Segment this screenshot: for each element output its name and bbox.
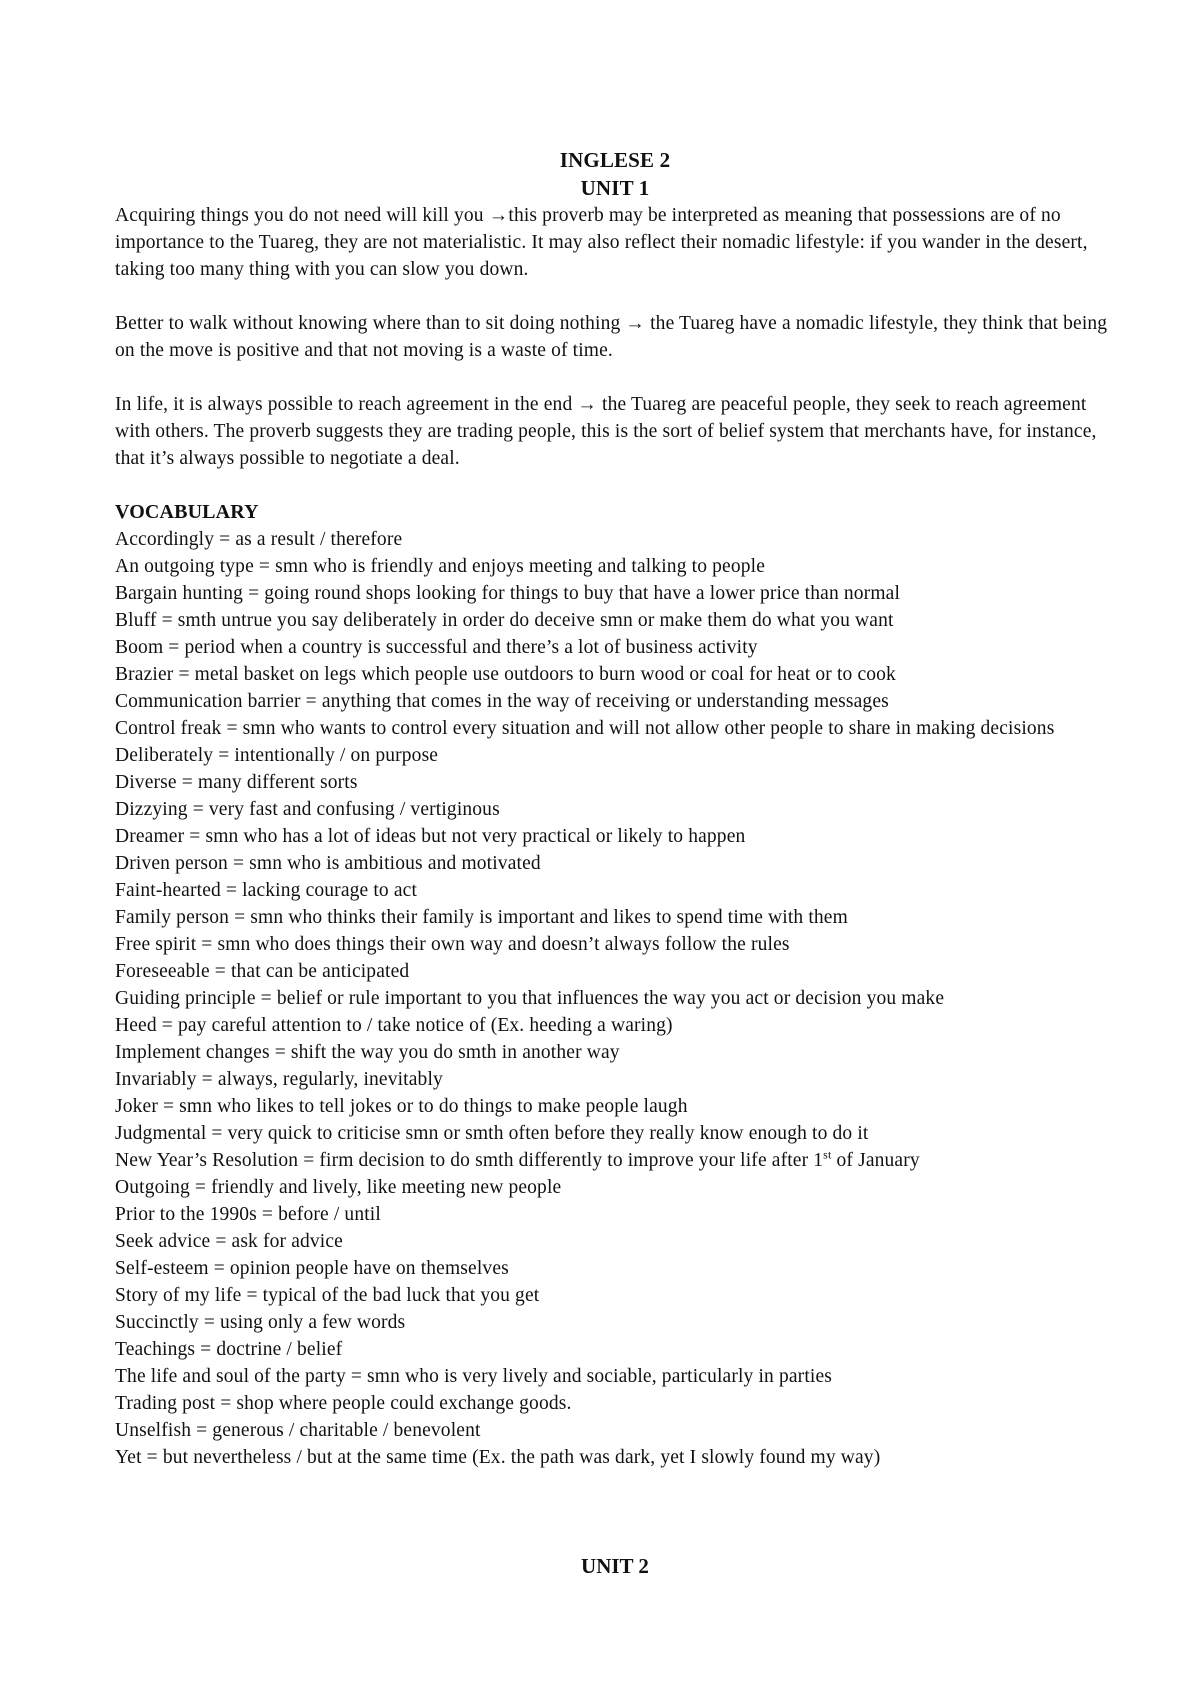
vocabulary-entry: Trading post = shop where people could exchange goods. [115,1393,572,1414]
vocabulary-entry: Free spirit = smn who does things their own way and doesn’t always follow the rules [115,934,790,955]
vocabulary-entry: Foreseeable = that can be anticipated [115,961,410,982]
vocabulary-entry: Communication barrier = anything that comes in the way of receiving or understanding messages [115,691,889,712]
vocabulary-entry: Deliberately = intentionally / on purpose [115,745,439,766]
vocabulary-entry: Driven person = smn who is ambitious and motivated [115,853,541,874]
vocabulary-entry: Story of my life = typical of the bad luck that you get [115,1285,540,1306]
vocabulary-entry: Brazier = metal basket on legs which people use outdoors to burn wood or coal for heat or to cook [115,664,896,685]
unit2-heading: UNIT 2 [581,1554,649,1578]
vocabulary-entry: Dreamer = smn who has a lot of ideas but not very practical or likely to happen [115,826,746,847]
vocabulary-entry: Dizzying = very fast and confusing / vertiginous [115,799,500,820]
vocabulary-heading: VOCABULARY [115,501,259,523]
vocabulary-entry: An outgoing type = smn who is friendly and enjoys meeting and talking to people [115,556,765,577]
vocabulary-entry: Seek advice = ask for advice [115,1231,343,1252]
vocabulary-entry: Boom = period when a country is successful and there’s a lot of business activity [115,637,758,658]
vocabulary-entry: Teachings = doctrine / belief [115,1339,343,1360]
document-title: INGLESE 2 [559,148,671,172]
vocabulary-entry: Faint-hearted = lacking courage to act [115,880,418,901]
vocabulary-entry: Bargain hunting = going round shops looking for things to buy that have a lower price than normal [115,583,901,604]
vocabulary-entry: Judgmental = very quick to criticise smn or smth often before they really know enough to do it [115,1123,869,1144]
proverb-paragraph: Better to walk without knowing where than to sit doing nothing → the Tuareg have a nomadic lifestyle, they think that being on the move is positive and that not moving is a waste of time. [115,313,1108,361]
vocabulary-entry: Succinctly = using only a few words [115,1312,406,1333]
vocabulary-entry: Diverse = many different sorts [115,772,358,793]
vocabulary-list [115,526,1115,1471]
vocabulary-entry: Guiding principle = belief or rule important to you that influences the way you act or decision you make [115,988,945,1009]
vocabulary-entry: Implement changes = shift the way you do smth in another way [115,1042,620,1063]
vocabulary-entry: Accordingly = as a result / therefore [115,529,403,550]
proverb-paragraph: Acquiring things you do not need will kill you →this proverb may be interpreted as meaning that possessions are of no importance to the Tuareg, they are not materialistic. It may also reflect their nomadic lifestyle: if you wander in the desert, taking too many thing with you can slow you down. [115,205,1088,280]
vocabulary-entry: The life and soul of the party = smn who is very lively and sociable, particularly in parties [115,1366,833,1387]
unit1-heading: UNIT 1 [580,176,650,200]
vocabulary-entry: Yet = but nevertheless / but at the same time (Ex. the path was dark, yet I slowly found my way) [115,1447,881,1468]
vocabulary-entry: Unselfish = generous / charitable / benevolent [115,1420,481,1441]
resolution-text: New Year’s Resolution = firm decision to do smth differently to improve your life after 1 [115,1150,824,1171]
vocabulary-entry: Control freak = smn who wants to control every situation and will not allow other people to share in making decisions [115,718,1055,739]
vocabulary-entry-resolution [115,1147,1115,1174]
resolution-text-end: of January [831,1150,920,1171]
vocabulary-entry: Bluff = smth untrue you say deliberately in order do deceive smn or make them do what you want [115,610,894,631]
vocabulary-entry: Heed = pay careful attention to / take notice of (Ex. heeding a waring) [115,1015,673,1036]
vocabulary-entry: Invariably = always, regularly, inevitably [115,1069,443,1090]
vocabulary-entry: Joker = smn who likes to tell jokes or to do things to make people laugh [115,1096,688,1117]
ordinal-suffix: st [823,1147,832,1162]
proverb-paragraph: In life, it is always possible to reach agreement in the end → the Tuareg are peaceful people, they seek to reach agreement with others. The proverb suggests they are trading people, this is the sort of belief system that merchants have, for instance, that it’s always possible to negotiate a deal. [115,394,1097,469]
document-content [115,146,1115,1471]
vocabulary-entry: Outgoing = friendly and lively, like meeting new people [115,1177,562,1198]
vocabulary-entry: Family person = smn who thinks their family is important and likes to spend time with them [115,907,848,928]
vocabulary-entry: Prior to the 1990s = before / until [115,1204,381,1225]
vocabulary-entry: Self-esteem = opinion people have on themselves [115,1258,509,1279]
